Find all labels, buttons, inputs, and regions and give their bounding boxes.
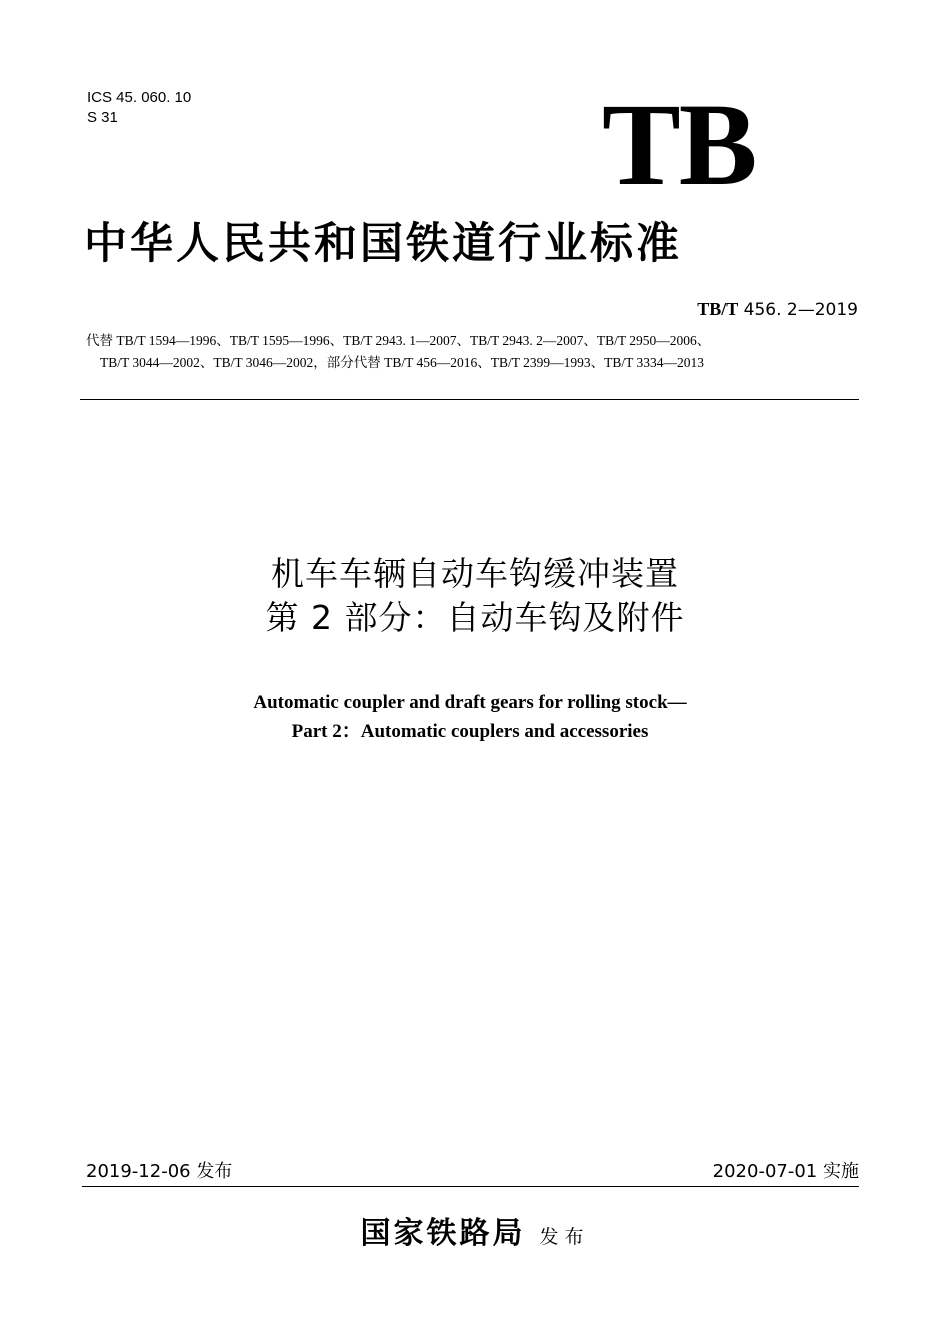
- issuer: [0, 1208, 950, 1252]
- english-title: [0, 688, 940, 746]
- implementation-date: 2020-07-01 实施: [712, 1161, 859, 1182]
- english-title-line-2: Part 2：Automatic couplers and accessories: [291, 721, 649, 742]
- classification-codes: [87, 88, 191, 128]
- chinese-title-line-1: 机车车辆自动车钩缓冲装置: [271, 554, 679, 593]
- standard-prefix: TB/T: [697, 299, 739, 319]
- ccs-code: S 31: [87, 109, 118, 126]
- chinese-title: [0, 552, 950, 640]
- tb-logo: TB: [602, 79, 756, 210]
- footer-divider: [82, 1186, 859, 1187]
- publish-date: 2019-12-06 发布: [86, 1161, 233, 1182]
- replaces-note: [86, 330, 858, 374]
- issuer-action: 发布: [539, 1226, 590, 1248]
- replaces-line-1: 代替 TB/T 1594—1996、TB/T 1595—1996、TB/T 2943. 1—2007、TB/T 2943. 2—2007、TB/T 2950—2006、: [86, 333, 711, 348]
- replaces-line-2: TB/T 3044—2002、TB/T 3046—2002，部分代替 TB/T 456—2016、TB/T 2399—1993、TB/T 3334—2013: [100, 355, 705, 370]
- header-title: 中华人民共和国铁道行业标准: [84, 219, 682, 269]
- header-divider: [80, 399, 859, 400]
- standard-number: [697, 298, 858, 321]
- chinese-title-line-2: 第 2 部分：自动车钩及附件: [265, 598, 685, 637]
- standard-code: 456. 2—2019: [738, 300, 858, 320]
- issuer-organization: 国家铁路局: [360, 1216, 526, 1251]
- english-title-line-1: Automatic coupler and draft gears for rolling stock—: [253, 692, 687, 713]
- ics-code: ICS 45. 060. 10: [87, 89, 192, 106]
